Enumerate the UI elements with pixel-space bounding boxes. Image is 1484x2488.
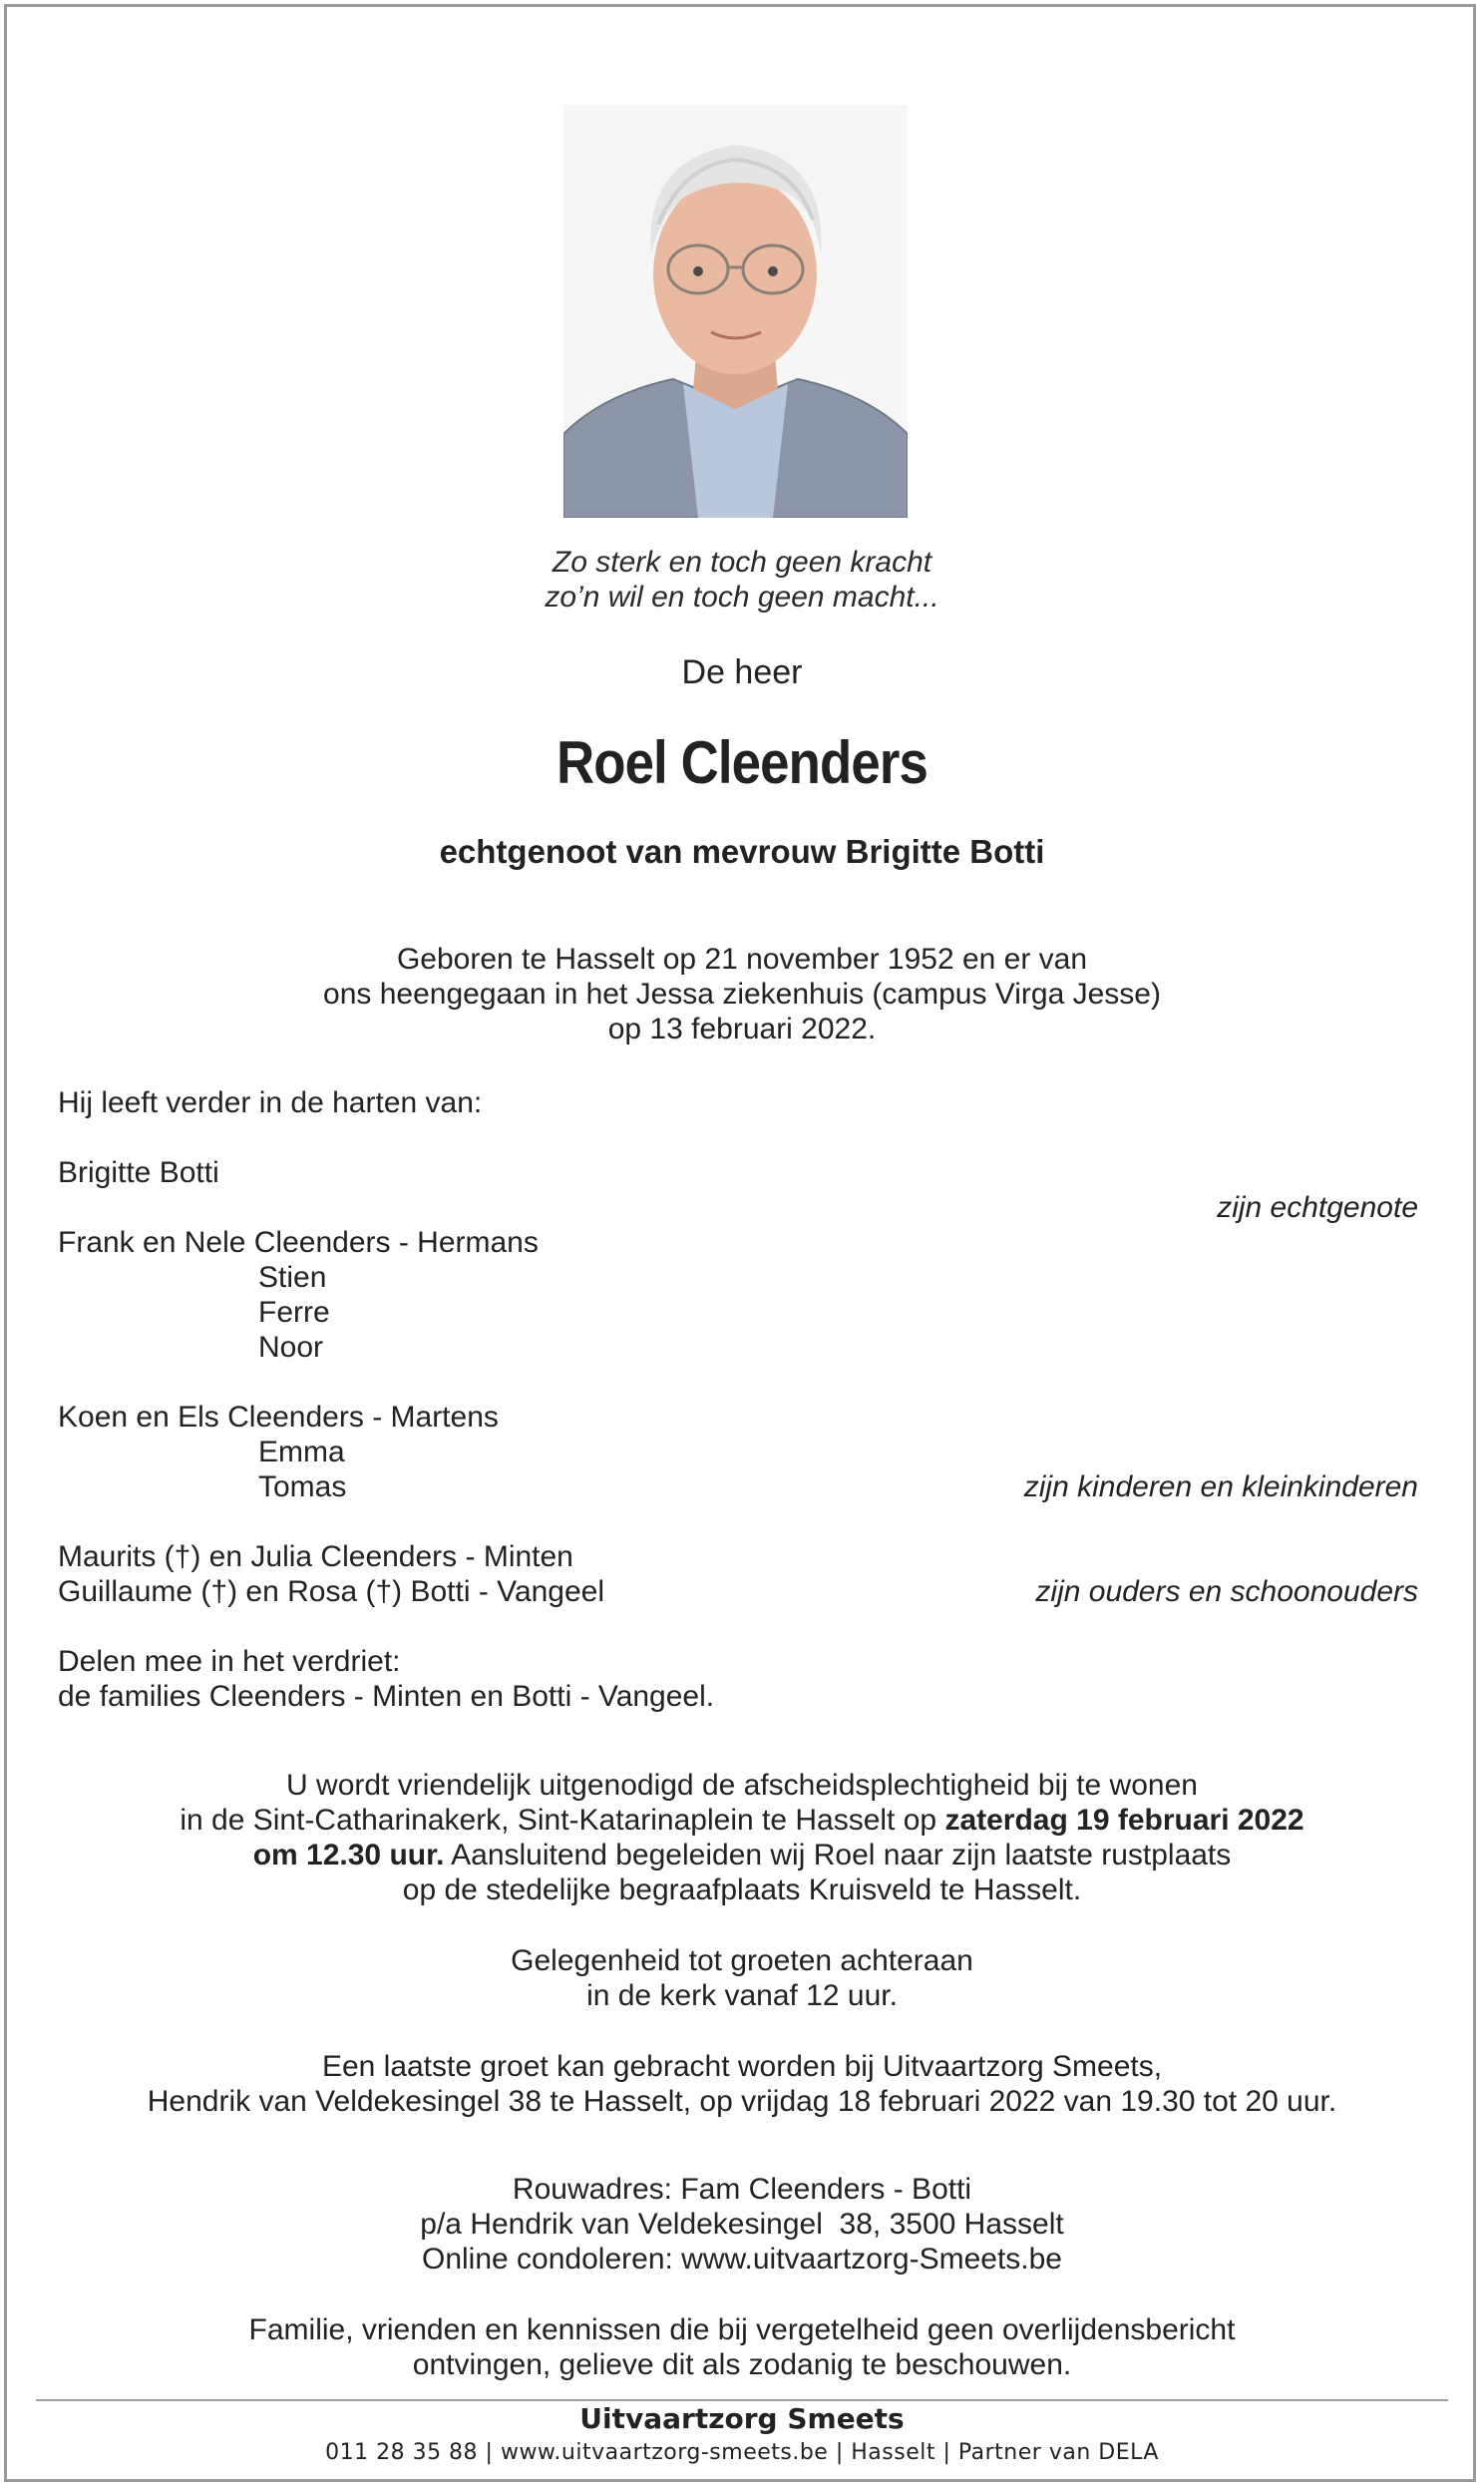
condolence-link[interactable]: Online condoleren: www.uitvaartzorg-Smeets.be: [422, 2243, 1062, 2276]
share-text-2: de families Cleenders - Minten en Botti - Vangeel.: [58, 1680, 715, 1713]
family-row: [58, 1574, 1418, 1609]
child-couple-1: Frank en Nele Cleenders - Hermans: [58, 1226, 539, 1259]
family-row: [58, 1330, 1418, 1365]
intro-line: [58, 1085, 1418, 1120]
ceremony-burial: Aansluitend begeleiden wij Roel naar zijn laatste rustplaats: [444, 1839, 1232, 1871]
parents-line-1: Maurits (†) en Julia Cleenders - Minten: [58, 1540, 573, 1573]
family-row: [58, 1190, 1418, 1225]
grandchild-name: Noor: [258, 1331, 324, 1364]
spouse-relation: zijn echtgenote: [1217, 1191, 1418, 1224]
ceremony-line-2: [40, 1803, 1444, 1838]
grandchild-name: Tomas: [258, 1470, 347, 1503]
grandchild-name: Stien: [258, 1261, 327, 1294]
family-row: [58, 1295, 1418, 1330]
birth-line-1: Geboren te Hasselt op 21 november 1952 en er van: [396, 943, 1088, 976]
family-row: [58, 1155, 1418, 1190]
parents-line-2: Guillaume (†) en Rosa (†) Botti - Vangeel: [58, 1575, 605, 1608]
parents-relation: zijn ouders en schoonouders: [1035, 1575, 1418, 1608]
footer-company: Uitvaartzorg Smeets: [579, 2402, 905, 2435]
quote-line-1: Zo sterk en toch geen kracht: [552, 546, 932, 579]
spouse-line: echtgenoot van mevrouw Brigitte Botti: [439, 833, 1045, 870]
share-line-2: [58, 1679, 1418, 1714]
family-row: [58, 1469, 1418, 1504]
birth-details: [40, 942, 1444, 1046]
ceremony-location: in de Sint-Catharinakerk, Sint-Katarinaplein te Hasselt op: [180, 1804, 945, 1837]
ceremony-line-1: U wordt vriendelijk uitgenodigd de afscheidsplechtigheid bij te wonen: [286, 1769, 1198, 1802]
ceremony-time: om 12.30 uur.: [252, 1839, 445, 1871]
ceremony-details: [40, 1768, 1444, 1907]
portrait-photo: [563, 105, 908, 518]
intro-text: Hij leeft verder in de harten van:: [58, 1086, 483, 1119]
notice-line-1: Familie, vrienden en kennissen die bij vergetelheid geen overlijdensbericht: [248, 2313, 1236, 2346]
grandchild-name: Emma: [258, 1436, 345, 1468]
grandchild-name: Ferre: [258, 1296, 330, 1329]
family-row: [58, 1260, 1418, 1295]
greeting-details: [40, 1943, 1444, 2013]
quote: [40, 545, 1444, 615]
ceremony-date: zaterdag 19 februari 2022: [944, 1804, 1304, 1837]
footer-contact: 011 28 35 88 | www.uitvaartzorg-smeets.be | Hasselt | Partner van DELA: [325, 2440, 1159, 2465]
greeting-line-1: Gelegenheid tot groeten achteraan: [511, 1944, 973, 1977]
birth-line-3: op 13 februari 2022.: [607, 1013, 877, 1045]
address-line-1: Rouwadres: Fam Cleenders - Botti: [512, 2173, 972, 2206]
footer-divider: [36, 2399, 1448, 2401]
share-text-1: Delen mee in het verdriet:: [58, 1645, 401, 1678]
family-row: [58, 1539, 1418, 1574]
notice: [40, 2312, 1444, 2382]
last-greeting-line-2: Hendrik van Veldekesingel 38 te Hasselt, op vrijdag 18 februari 2022 van 19.30 tot 20 uur.: [147, 2085, 1337, 2118]
last-greeting-line-1: Een laatste groet kan gebracht worden bij Uitvaartzorg Smeets,: [321, 2050, 1163, 2083]
family-list: [58, 1085, 1418, 1714]
spouse-name: Brigitte Botti: [58, 1156, 219, 1189]
child-couple-2: Koen en Els Cleenders - Martens: [58, 1401, 499, 1434]
share-line-1: [58, 1644, 1418, 1679]
ceremony-line-4: op de stedelijke begraafplaats Kruisveld te Hasselt.: [402, 1873, 1082, 1906]
greeting-line-2: in de kerk vanaf 12 uur.: [586, 1979, 898, 2012]
birth-line-2: ons heengegaan in het Jessa ziekenhuis (campus Virga Jesse): [323, 978, 1161, 1011]
address-line-2: p/a Hendrik van Veldekesingel 38, 3500 Hasselt: [420, 2208, 1064, 2241]
family-row: [58, 1400, 1418, 1435]
notice-line-2: ontvingen, gelieve dit als zodanig te beschouwen.: [412, 2348, 1072, 2381]
family-row: [58, 1435, 1418, 1469]
portrait-illustration: [563, 105, 908, 518]
deceased-name: Roel Cleenders: [556, 729, 928, 796]
last-greeting-details: [40, 2049, 1444, 2119]
children-relation: zijn kinderen en kleinkinderen: [1023, 1470, 1418, 1503]
quote-line-2: zo’n wil en toch geen macht...: [545, 581, 939, 614]
ceremony-line-3: [40, 1838, 1444, 1872]
title-prefix: De heer: [681, 653, 803, 691]
family-row: [58, 1225, 1418, 1260]
address-details: [40, 2172, 1444, 2277]
